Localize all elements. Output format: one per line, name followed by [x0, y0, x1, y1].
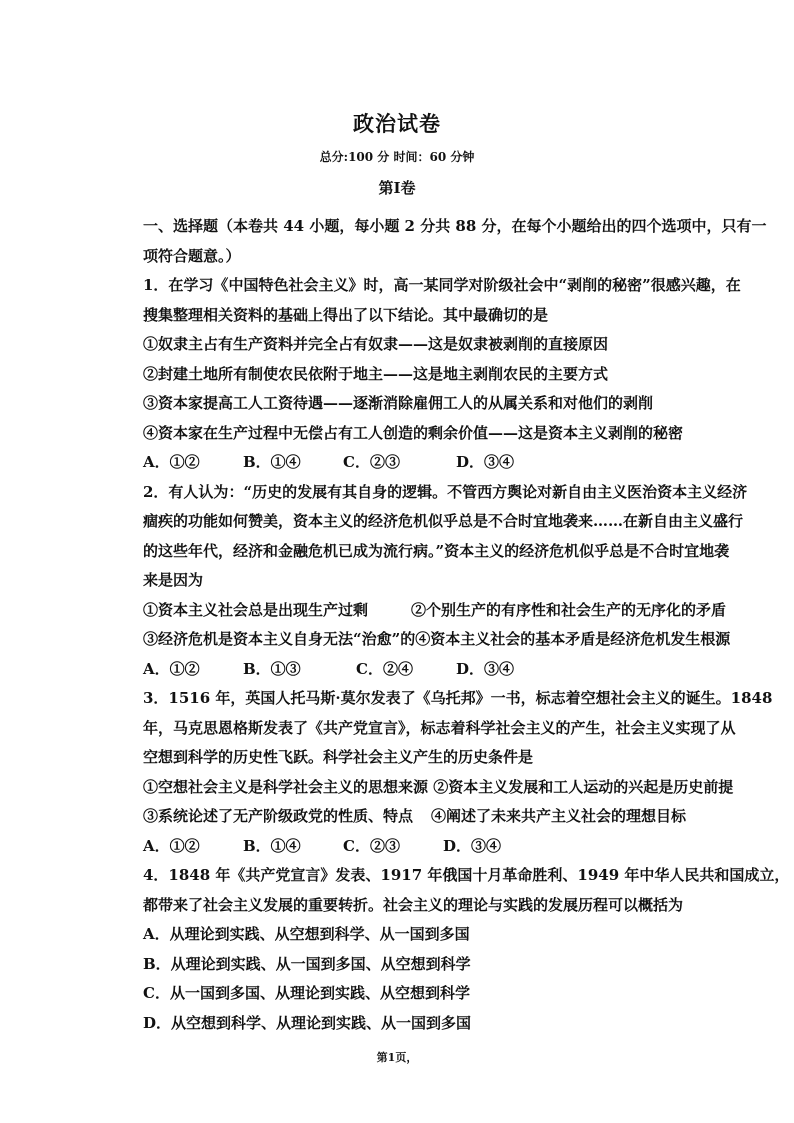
page-title: 政治试卷 — [353, 111, 441, 136]
option-b[interactable]: B．①④ — [243, 453, 301, 471]
option-d[interactable]: D．③④ — [456, 659, 515, 678]
statement: ②封建土地所有制使农民依附于地主——这是地主剥削农民的主要方式 — [143, 364, 609, 383]
statement: ②个别生产的有序性和社会生产的无序化的矛盾 — [411, 600, 727, 619]
option-a[interactable]: A．从理论到实践、从空想到科学、从一国到多国 — [143, 925, 470, 943]
statement-row — [143, 773, 743, 803]
option-d[interactable]: D．③④ — [443, 836, 502, 855]
exam-meta: 总分:100 分 时间：60 分钟 — [319, 150, 475, 164]
question-stem: 1．在学习《中国特色社会主义》时，高一某同学对阶级社会中“剥削的秘密”很感兴趣，在 — [143, 276, 741, 294]
answer-options — [143, 655, 743, 685]
statement: ④资本家在生产过程中无偿占有工人创造的剩余价值——这是资本主义剥削的秘密 — [143, 423, 684, 442]
statement: ②资本主义发展和工人运动的兴起是历史前提 — [433, 777, 734, 796]
section-intro: 一、选择题（本卷共 44 小题，每小题 2 分共 88 分，在每个小题给出的四个选项中，只有一 — [143, 217, 767, 235]
option-a[interactable]: A．①② — [143, 836, 200, 855]
answer-options — [143, 832, 743, 862]
statement: ③资本家提高工人工资待遇——逐渐消除雇佣工人的从属关系和对他们的剥削 — [143, 394, 654, 412]
option-b[interactable]: B．从理论到实践、从一国到多国、从空想到科学 — [143, 954, 471, 973]
statement: ①资本主义社会总是出现生产过剩 — [143, 600, 369, 619]
question-3 — [143, 684, 773, 861]
question-stem: 4．1848 年《共产党宣言》发表、1917 年俄国十月革命胜利、1949 年中华人民共和国成立， — [143, 866, 790, 884]
statement: ③经济危机是资本主义自身无法“治愈”的 — [143, 630, 416, 648]
exam-content — [143, 212, 790, 1038]
question-stem: 来是因为 — [143, 571, 204, 589]
question-stem: 都带来了社会主义发展的重要转折。社会主义的理论与实践的发展历程可以概括为 — [143, 895, 684, 914]
section-intro-cont: 项符合题意。） — [143, 246, 241, 265]
question-stem: 搜集整理相关资料的基础上得出了以下结论。其中最确切的是 — [143, 305, 549, 324]
statement: ④资本主义社会的基本矛盾是经济危机发生根源 — [415, 630, 731, 648]
statement: ③系统论述了无产阶级政党的性质、特点 — [143, 807, 414, 825]
option-d[interactable]: D．③④ — [456, 453, 515, 471]
question-stem: 空想到科学的历史性飞跃。科学社会主义产生的历史条件是 — [143, 748, 534, 766]
statement: ①空想社会主义是科学社会主义的思想来源 — [143, 777, 429, 796]
statement-row — [143, 802, 743, 832]
option-a[interactable]: A．①② — [143, 659, 200, 678]
statement: ④阐述了未来共产主义社会的理想目标 — [431, 807, 687, 825]
question-stem: 年，马克思恩格斯发表了《共产党宣言》，标志着科学社会主义的产生，社会主义实现了从 — [143, 718, 736, 737]
option-d[interactable]: D．从空想到科学、从理论到实践、从一国到多国 — [143, 1013, 472, 1032]
volume-label: 第Ⅰ卷 — [378, 179, 416, 197]
question-stem: 的这些年代，经济和金融危机已成为流行病。”资本主义的经济危机似乎总是不合时宜地袭 — [143, 541, 730, 560]
question-stem: 3．1516 年，英国人托马斯·莫尔发表了《乌托邦》一书，标志着空想社会主义的诞生。1848 — [143, 689, 773, 707]
question-stem: 痼疾的功能如何赞美，资本主义的经济危机似乎总是不合时宜地袭来……在新自由主义盛行 — [143, 512, 744, 530]
page-number: 第1页， — [376, 1051, 418, 1064]
answer-options — [143, 448, 743, 478]
statement-row — [143, 596, 743, 626]
statement-row — [143, 625, 743, 655]
statement: ①奴隶主占有生产资料并完全占有奴隶——这是奴隶被剥削的直接原因 — [143, 335, 609, 353]
question-4 — [143, 861, 790, 1038]
option-c[interactable]: C．②④ — [356, 659, 413, 678]
option-a[interactable]: A．①② — [143, 453, 200, 471]
option-c[interactable]: C．②③ — [343, 453, 400, 471]
option-c[interactable]: C．②③ — [343, 836, 400, 855]
option-b[interactable]: B．①③ — [243, 659, 301, 678]
question-1 — [143, 271, 743, 478]
option-c[interactable]: C．从一国到多国、从理论到实践、从空想到科学 — [143, 984, 470, 1002]
option-b[interactable]: B．①④ — [243, 836, 301, 855]
question-stem: 2．有人认为：“历史的发展有其自身的逻辑。不管西方舆论对新自由主义医治资本主义经济 — [143, 482, 748, 501]
question-2 — [143, 478, 748, 685]
